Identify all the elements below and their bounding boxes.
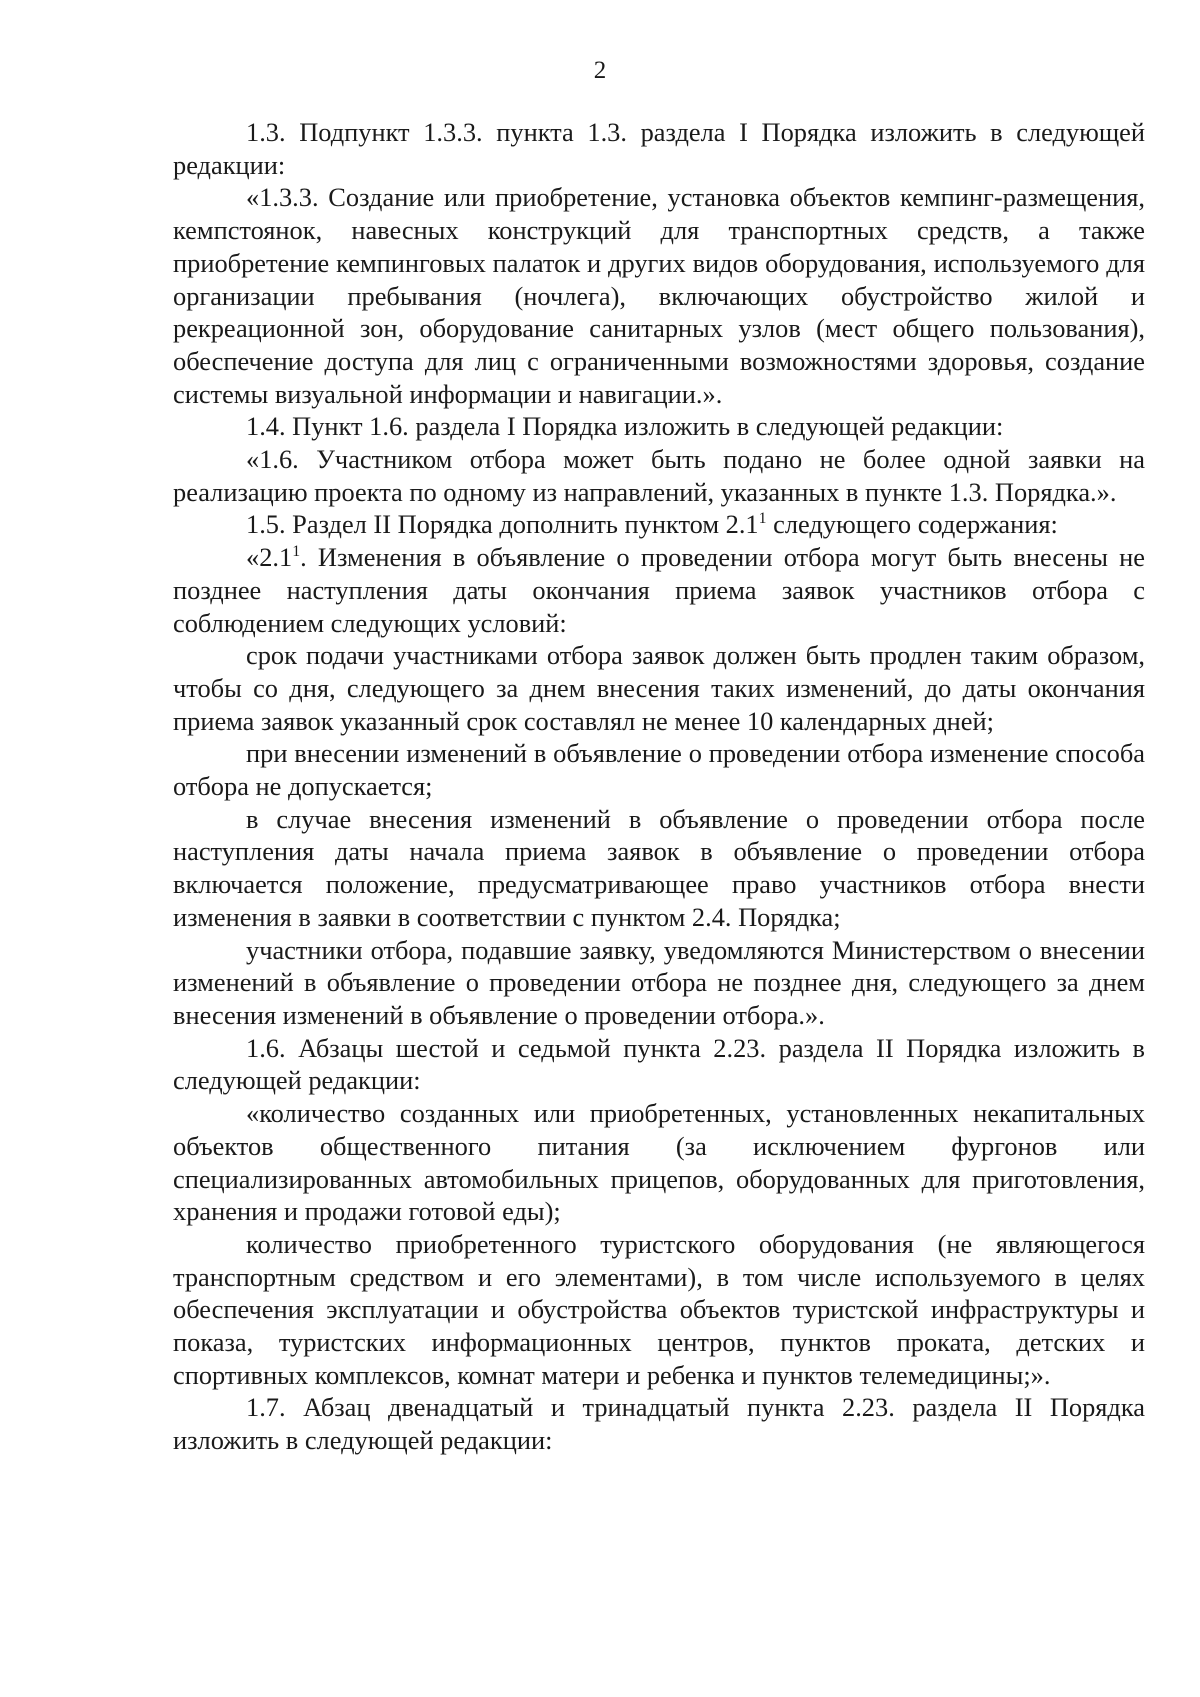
paragraph-2-1-1-rest: . Изменения в объявление о проведении отбора могут быть внесены не позднее наступления даты окончания приема заявок участников отбора с соблюдением следующих условий: — [173, 542, 1145, 638]
paragraph-2-1-1-start: «2.1 — [246, 542, 293, 573]
paragraph-1-5-text: 1.5. Раздел II Порядка дополнить пунктом 2.1 — [246, 509, 759, 540]
paragraph-1-6-text: «1.6. Участником отбора может быть подано не более одной заявки на реализацию проекта по одному из направлений, указанных в пункте 1.3. Порядка.». — [173, 444, 1145, 507]
paragraph-2-1-1-text — [173, 541, 1145, 639]
superscript: 1 — [758, 510, 767, 528]
paragraph-1-5-text-end: следующего содержания: — [766, 509, 1058, 540]
paragraph-1-6: 1.6. Абзацы шестой и седьмой пункта 2.23. раздела II Порядка изложить в следующей редакции: — [173, 1032, 1145, 1096]
paragraph-1-7: 1.7. Абзац двенадцатый и тринадцатый пункта 2.23. раздела II Порядка изложить в следующей редакции: — [173, 1392, 1145, 1456]
paragraph-condition-deadline: срок подачи участниками отбора заявок должен быть продлен таким образом, чтобы со дня, следующего за днем внесения таких изменений, до даты окончания приема заявок указанный срок составлял не менее 10 календарных дней; — [173, 640, 1145, 736]
superscript: 1 — [292, 543, 301, 561]
page-number: 2 — [593, 57, 607, 84]
paragraph-equipment-count: количество приобретенного туристского оборудования (не являющегося транспортным средством и его элементами), в том числе используемого в целях обеспечения эксплуатации и обустройства объектов туристской инфраструктуры и показа, туристских информационных центров, пунктов проката, детских и спортивных комплексов, комнат матери и ребенка и пунктов телемедицины;». — [173, 1228, 1145, 1390]
paragraph-1-3-3-text: «1.3.3. Создание или приобретение, установка объектов кемпинг-размещения, кемпстоянок, навесных конструкций для транспортных средств, а также приобретение кемпинговых палаток и других видов оборудования, используемого для организации пребывания (ночлега), включающих обустройство жилой и рекреационной зон, оборудование санитарных узлов (мест общего пользования), обеспечение доступа для лиц с ограниченными возможностями здоровья, создание системы визуальной информации и навигации.». — [173, 182, 1145, 409]
paragraph-condition-notify: участники отбора, подавшие заявку, уведомляются Министерством о внесении изменений в объявление о проведении отбора не позднее дня, следующего за днем внесения изменений в объявление о проведении отбора.». — [173, 934, 1145, 1030]
paragraph-condition-method: при внесении изменений в объявление о проведении отбора изменение способа отбора не допускается; — [173, 738, 1145, 802]
paragraph-catering-count: «количество созданных или приобретенных, установленных некапитальных объектов общественного питания (за исключением фургонов или специализированных автомобильных прицепов, оборудованных для приготовления, хранения и продажи готовой еды); — [173, 1098, 1145, 1227]
paragraph-condition-after-start: в случае внесения изменений в объявление о проведении отбора после наступления даты начала приема заявок в объявление о проведении отбора включается положение, предусматривающее право участников отбора внести изменения в заявки в соответствии с пунктом 2.4. Порядка; — [173, 803, 1145, 932]
paragraph-1-3: 1.3. Подпункт 1.3.3. пункта 1.3. раздела I Порядка изложить в следующей редакции: — [173, 117, 1145, 180]
paragraph-1-4: 1.4. Пункт 1.6. раздела I Порядка изложить в следующей редакции: — [246, 411, 1004, 442]
document-body — [173, 116, 1145, 1457]
paragraph-1-5 — [173, 508, 1145, 541]
